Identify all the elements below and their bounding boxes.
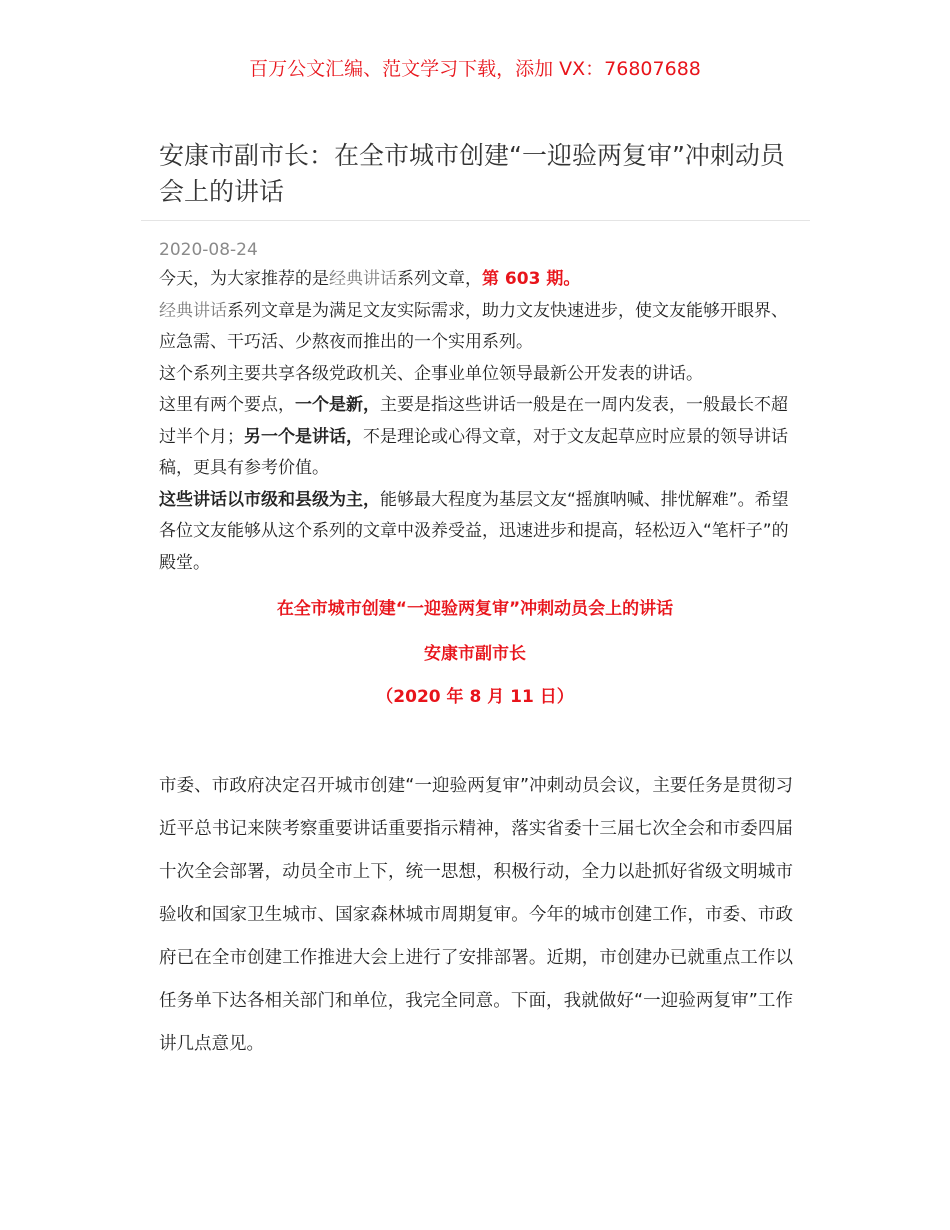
- intro-paragraph-3: 这个系列主要共享各级党政机关、企事业单位领导最新公开发表的讲话。: [159, 363, 703, 384]
- intro-text: 能够最大程度为基层文友“摇旗呐喊、排忧解难”。希望各位文友能够从这个系列的文章中汲养受益，迅速进步和提高，轻松迈入“笔杆子”的殿堂。: [159, 489, 789, 573]
- intro-text: 不是理论或心得文章，对于文友起草应时应景的领导讲话稿，更具有参考价值。: [159, 426, 788, 478]
- promo-banner: 百万公文汇编、范文学习下载，添加 VX：76807688: [249, 58, 701, 80]
- speech-date: （2020 年 8 月 11 日）: [376, 687, 574, 707]
- series-name: 经典讲话: [159, 300, 227, 321]
- intro-paragraph-5: [159, 485, 793, 580]
- intro-text: 主要是指这些讲话一般是在一周内发表，一般最长不超过半个月；: [159, 395, 788, 447]
- intro-text: 系列文章是为满足文友实际需求，助力文友快速进步，使文友能够开眼界、应急需、干巧活、少熬夜而推出的一个实用系列。: [159, 300, 788, 352]
- key-point-speech: 另一个是讲话，: [244, 426, 363, 447]
- publish-date: 2020-08-24: [159, 240, 258, 260]
- intro-paragraph-1: [159, 264, 793, 296]
- speech-speaker: 安康市副市长: [424, 644, 526, 664]
- article-title: 安康市副市长：在全市城市创建“一迎验两复审”冲刺动员会上的讲话: [159, 141, 785, 206]
- intro-text: 今天，为大家推荐的是: [159, 269, 329, 289]
- intro-text: 系列文章，: [397, 269, 482, 289]
- intro-paragraph-4: [159, 390, 793, 485]
- key-point-level: 这些讲话以市级和县级为主，: [159, 489, 380, 510]
- key-point-new: 一个是新，: [295, 395, 380, 415]
- series-intro: [159, 264, 793, 579]
- series-name: 经典讲话: [329, 269, 397, 289]
- speech-body: 市委、市政府决定召开城市创建“一迎验两复审”冲刺动员会议，主要任务是贯彻习近平总书记来陕考察重要讲话重要指示精神，落实省委十三届七次全会和市委四届十次全会部署，动员全市上下，统一思想，积极行动，全力以赴抓好省级文明城市验收和国家卫生城市、国家森林城市周期复审。今年的城市创建工作，市委、市政府已在全市创建工作推进大会上进行了安排部署。近期，市创建办已就重点工作以任务单下达各相关部门和单位，我完全同意。下面，我就做好“一迎验两复审”工作讲几点意见。: [159, 776, 793, 1054]
- intro-paragraph-2: [159, 296, 793, 359]
- title-divider: [141, 220, 810, 221]
- speech-heading: 在全市城市创建“一迎验两复审”冲刺动员会上的讲话: [276, 599, 674, 619]
- intro-text: 这里有两个要点，: [159, 395, 295, 415]
- issue-number: 第 603 期。: [482, 269, 581, 289]
